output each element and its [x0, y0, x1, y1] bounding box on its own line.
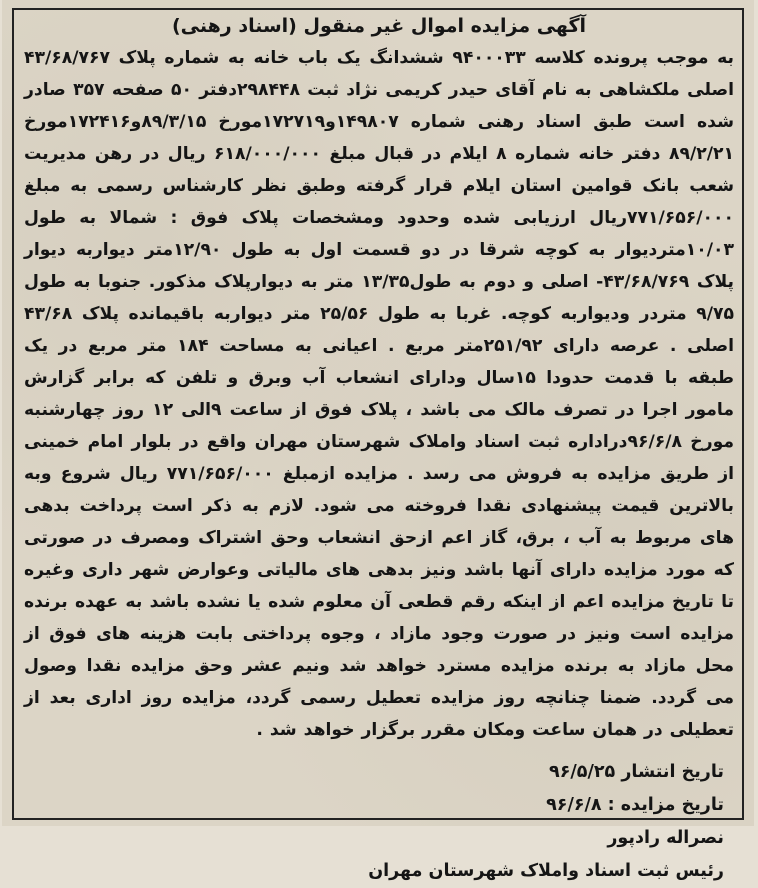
notice-content [24, 12, 734, 888]
notice-footer [24, 756, 734, 888]
publish-date: تاریخ انتشار ۹۶/۵/۲۵ [549, 762, 724, 782]
notice-body: به موجب پرونده کلاسه ۹۴۰۰۰۳۳ ششدانگ یک باب خانه به شماره پلاک ۴۳/۶۸/۷۶۷ اصلی ملکشاهی به نام آقای حیدر کریمی نژاد ثبت ۲۹۸۴۴۸دفتر ۵۰ صفحه ۳۵۷ صادر شده است طبق اسناد رهنی شماره ۱۴۹۸۰۷و۱۷۲۷۱۹مورخ ۸۹/۳/۱۵و۱۷۲۴۱۶مورخ ۸۹/۲/۲۱ دفتر خانه شماره ۸ ایلام در قبال مبلغ ۶۱۸/۰۰۰/۰۰۰ ریال در رهن مدیریت شعب بانک قوامین استان ایلام قرار گرفته وطبق نظر کارشناس رسمی به مبلغ ۷۷۱/۶۵۶/۰۰۰ریال ارزیابی شده وحدود ومشخصات پلاک فوق : شمالا به طول ۱۰/۰۳متردیوار به کوچه شرقا در دو قسمت اول به طول ۱۲/۹۰متر دیواربه دیوار پلاک ۴۳/۶۸/۷۶۹- اصلی و دوم به طول۱۳/۳۵ متر به دیوارپلاک مذکور. جنوبا به طول ۹/۷۵ متردر ودیواربه کوچه. غربا به طول ۲۵/۵۶ متر دیواربه باقیمانده پلاک ۴۳/۶۸ اصلی . عرصه دارای ۲۵۱/۹۲متر مربع . اعیانی به مساحت ۱۸۴ متر مربع در یک طبقه با قدمت حدودا ۱۵سال ودارای انشعاب آب وبرق و تلفن که برابر گزارش مامور اجرا در تصرف مالک می باشد ، پلاک فوق از ساعت ۹الی ۱۲ روز چهارشنبه مورخ ۹۶/۶/۸دراداره ثبت اسناد واملاک شهرستان مهران واقع در بلوار امام خمینی از طریق مزایده به فروش می رسد . مزایده ازمبلغ ۷۷۱/۶۵۶/۰۰۰ ریال شروع وبه بالاترین قیمت پیشنهادی نقدا فروخته می شود. لازم به ذکر است پرداخت بدهی های مربوط به آب ، برق، گاز اعم ازحق انشعاب وحق اشتراک ومصرف در صورتی که مورد مزایده دارای آنها باشد ونیز بدهی های مالیاتی وعوارض شهر داری وغیره تا تاریخ مزایده اعم از اینکه رقم قطعی آن معلوم شده یا نشده باشد به عهده برنده مزایده است ونیز در صورت وجود مازاد ، وجوه پرداختی بابت هزینه های فوق از محل مازاد به برنده مزایده مسترد خواهد شد ونیم عشر وحق مزایده نقدا وصول می گردد. ضمنا چنانچه روز مزایده تعطیل رسمی گردد، مزایده روز اداری بعد از تعطیلی در همان ساعت ومکان مقرر برگزار خواهد شد . [24, 48, 735, 740]
auction-date: تاریخ مزایده : ۹۶/۶/۸ [546, 795, 724, 815]
signer-name: نصراله رادپور [607, 828, 724, 848]
notice-title: آگهی مزایده اموال غیر منقول (اسناد رهنی) [171, 15, 587, 37]
newspaper-clipping [2, 0, 754, 881]
signer-title: رئیس ثبت اسناد واملاک شهرستان مهران [368, 861, 724, 881]
